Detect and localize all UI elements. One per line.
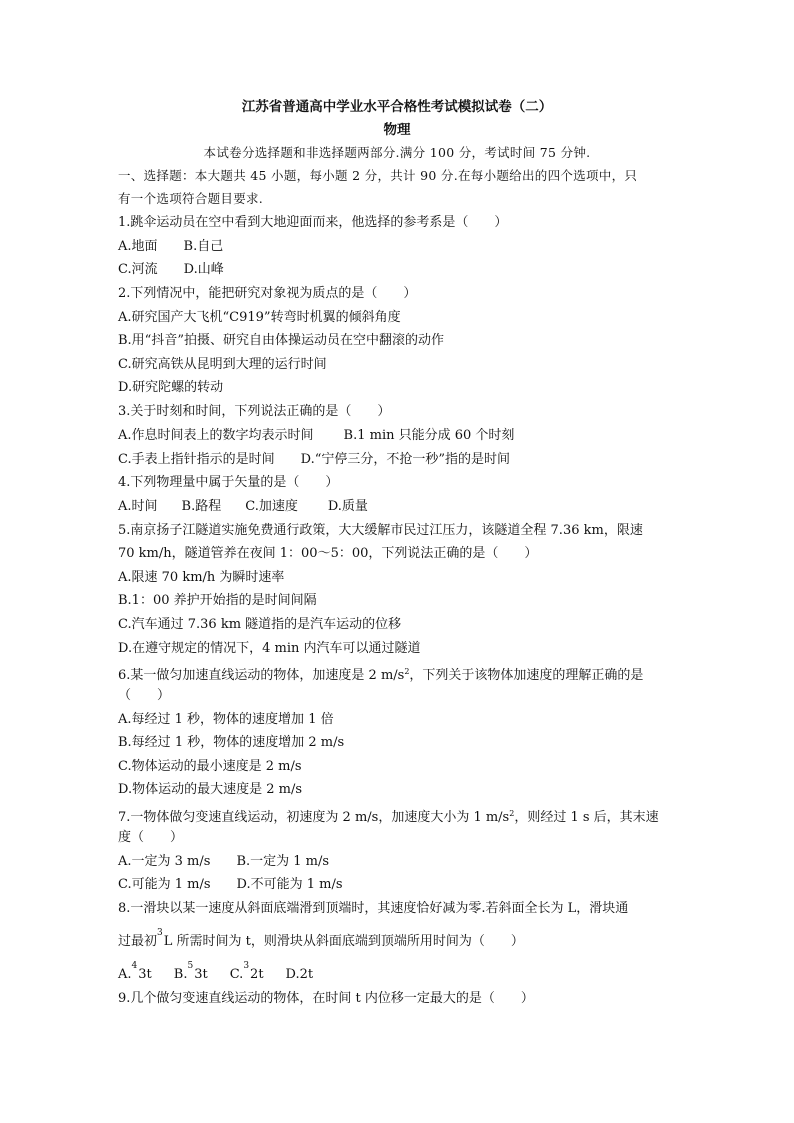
q1-option-d: D.山峰 [183,262,224,277]
q1-option-b: B.自己 [183,239,224,254]
exam-instructions: 本试卷分选择题和非选择题两部分.满分 100 分，考试时间 75 分钟. [203,145,591,160]
q8-stem-part1: 过最初 [118,934,158,949]
q7-stem-line2: 度（ ） [118,830,184,845]
q4-stem: 4.下列物理量中属于矢量的是（ ） [118,475,339,490]
q2-option-d: D.研究陀螺的转动 [118,380,224,395]
q2-option-c: C.研究高铁从昆明到大理的运行时间 [118,357,327,372]
q7-option-a: A.一定为 3 m/s [118,854,211,869]
q8-option-a: A.$^4$3t [118,961,152,982]
q6-option-a: A.每经过 1 秒，物体的速度增加 1 倍 [118,712,334,727]
q2-option-a: A.研究国产大飞机“C919”转弯时机翼的倾斜角度 [118,310,401,325]
q8-option-a-numerator: 4 [131,961,138,971]
q9-stem: 9.几个做匀变速直线运动的物体，在时间 t 内位移一定最大的是（ ） [118,991,534,1006]
q7-option-d: D.不可能为 1 m/s [236,877,343,892]
q8-stem-line2 [118,928,676,951]
q5-option-a: A.限速 70 km/h 为瞬时速率 [118,570,285,585]
q7-superscript: 2 [509,809,515,818]
section-heading-line2: 有一个选项符合题目要求. [118,191,264,206]
q6-option-c: C.物体运动的最小速度是 2 m/s [118,759,302,774]
q6-stem-part1: 6.某一做匀加速直线运动的物体，加速度是 2 m/s [118,668,405,683]
q8-stem-line1: 8.一滑块以某一速度从斜面底端滑到顶端时，其速度恰好减为零.若斜面全长为 L，滑块通 [118,901,629,916]
q7-options-row2 [118,877,676,893]
exam-title: 江苏省普通高中学业水平合格性考试模拟试卷（二） [241,99,553,115]
section-heading-line1: 一、选择题：本大题共 45 小题，每小题 2 分，共计 90 分.在每小题给出的四个选项中，只 [118,168,638,183]
q3-option-d: D.“宁停三分，不抢一秒”指的是时间 [300,452,511,467]
q8-option-b-numerator: 5 [187,961,194,971]
q7-stem-line1 [118,806,676,826]
q7-stem-part2: ，则经过 1 s 后，其末速 [514,810,659,825]
q3-option-a: A.作息时间表上的数字均表示时间 [118,428,314,443]
q8-option-d: D.2t [285,967,314,982]
q3-option-c: C.手表上指针指示的是时间 [118,452,275,467]
q4-option-c: C.加速度 [245,499,298,514]
q7-option-b: B.一定为 1 m/s [236,854,330,869]
q7-option-c: C.可能为 1 m/s [118,877,211,892]
q5-option-b: B.1：00 养护开始指的是时间间隔 [118,593,317,608]
q8-options-row [118,961,676,984]
q8-fraction-numerator: 3 [157,928,163,938]
q7-stem-part1: 7.一物体做匀变速直线运动，初速度为 2 m/s，加速度大小为 1 m/s [118,810,510,825]
q7-options-row1 [118,854,676,870]
q3-stem: 3.关于时刻和时间，下列说法正确的是（ ） [118,404,391,419]
q2-option-b: B.用“抖音”拍摄、研究自由体操运动员在空中翻滚的动作 [118,333,444,348]
q3-option-b: B.1 min 只能分成 60 个时刻 [343,428,515,443]
q1-options-row2 [118,262,676,278]
q8-option-b: B.$^5$3t [173,961,208,982]
q8-stem-part2: L 所需时间为 t，则滑块从斜面底端到顶端所用时间为（ ） [163,934,524,949]
q8-option-c: C.$^3$2t [229,961,264,982]
q4-option-a: A.时间 [118,499,158,514]
q1-stem: 1.跳伞运动员在空中看到大地迎面而来，他选择的参考系是（ ） [118,215,508,230]
q6-superscript: 2 [404,667,410,676]
q5-option-d: D.在遵守规定的情况下，4 min 内汽车可以通过隧道 [118,641,421,656]
q3-options-row1 [118,428,676,444]
q1-option-a: A.地面 [118,239,158,254]
q4-options-row [118,499,676,515]
q6-stem-line2: （ ） [118,688,171,703]
q6-option-d: D.物体运动的最大速度是 2 m/s [118,782,303,797]
q3-options-row2 [118,452,676,468]
q2-stem: 2.下列情况中，能把研究对象视为质点的是（ ） [118,286,417,301]
q1-option-c: C.河流 [118,262,158,277]
subject-label: 物理 [383,122,411,138]
q8-option-c-numerator: 3 [243,961,250,971]
q4-option-b: B.路程 [181,499,222,514]
q1-options-row1 [118,239,676,255]
q5-option-c: C.汽车通过 7.36 km 隧道指的是汽车运动的位移 [118,617,402,632]
q5-stem-line2: 70 km/h，隧道管养在夜间 1：00～5：00，下列说法正确的是（ ） [118,546,538,561]
q6-stem-line1 [118,664,676,684]
q6-stem-part2: ，下列关于该物体加速度的理解正确的是 [409,668,644,683]
q6-option-b: B.每经过 1 秒，物体的速度增加 2 m/s [118,735,345,750]
q4-option-d: D.质量 [327,499,368,514]
q5-stem-line1: 5.南京扬子江隧道实施免费通行政策，大大缓解市民过江压力，该隧道全程 7.36 km，限速 [118,523,643,538]
